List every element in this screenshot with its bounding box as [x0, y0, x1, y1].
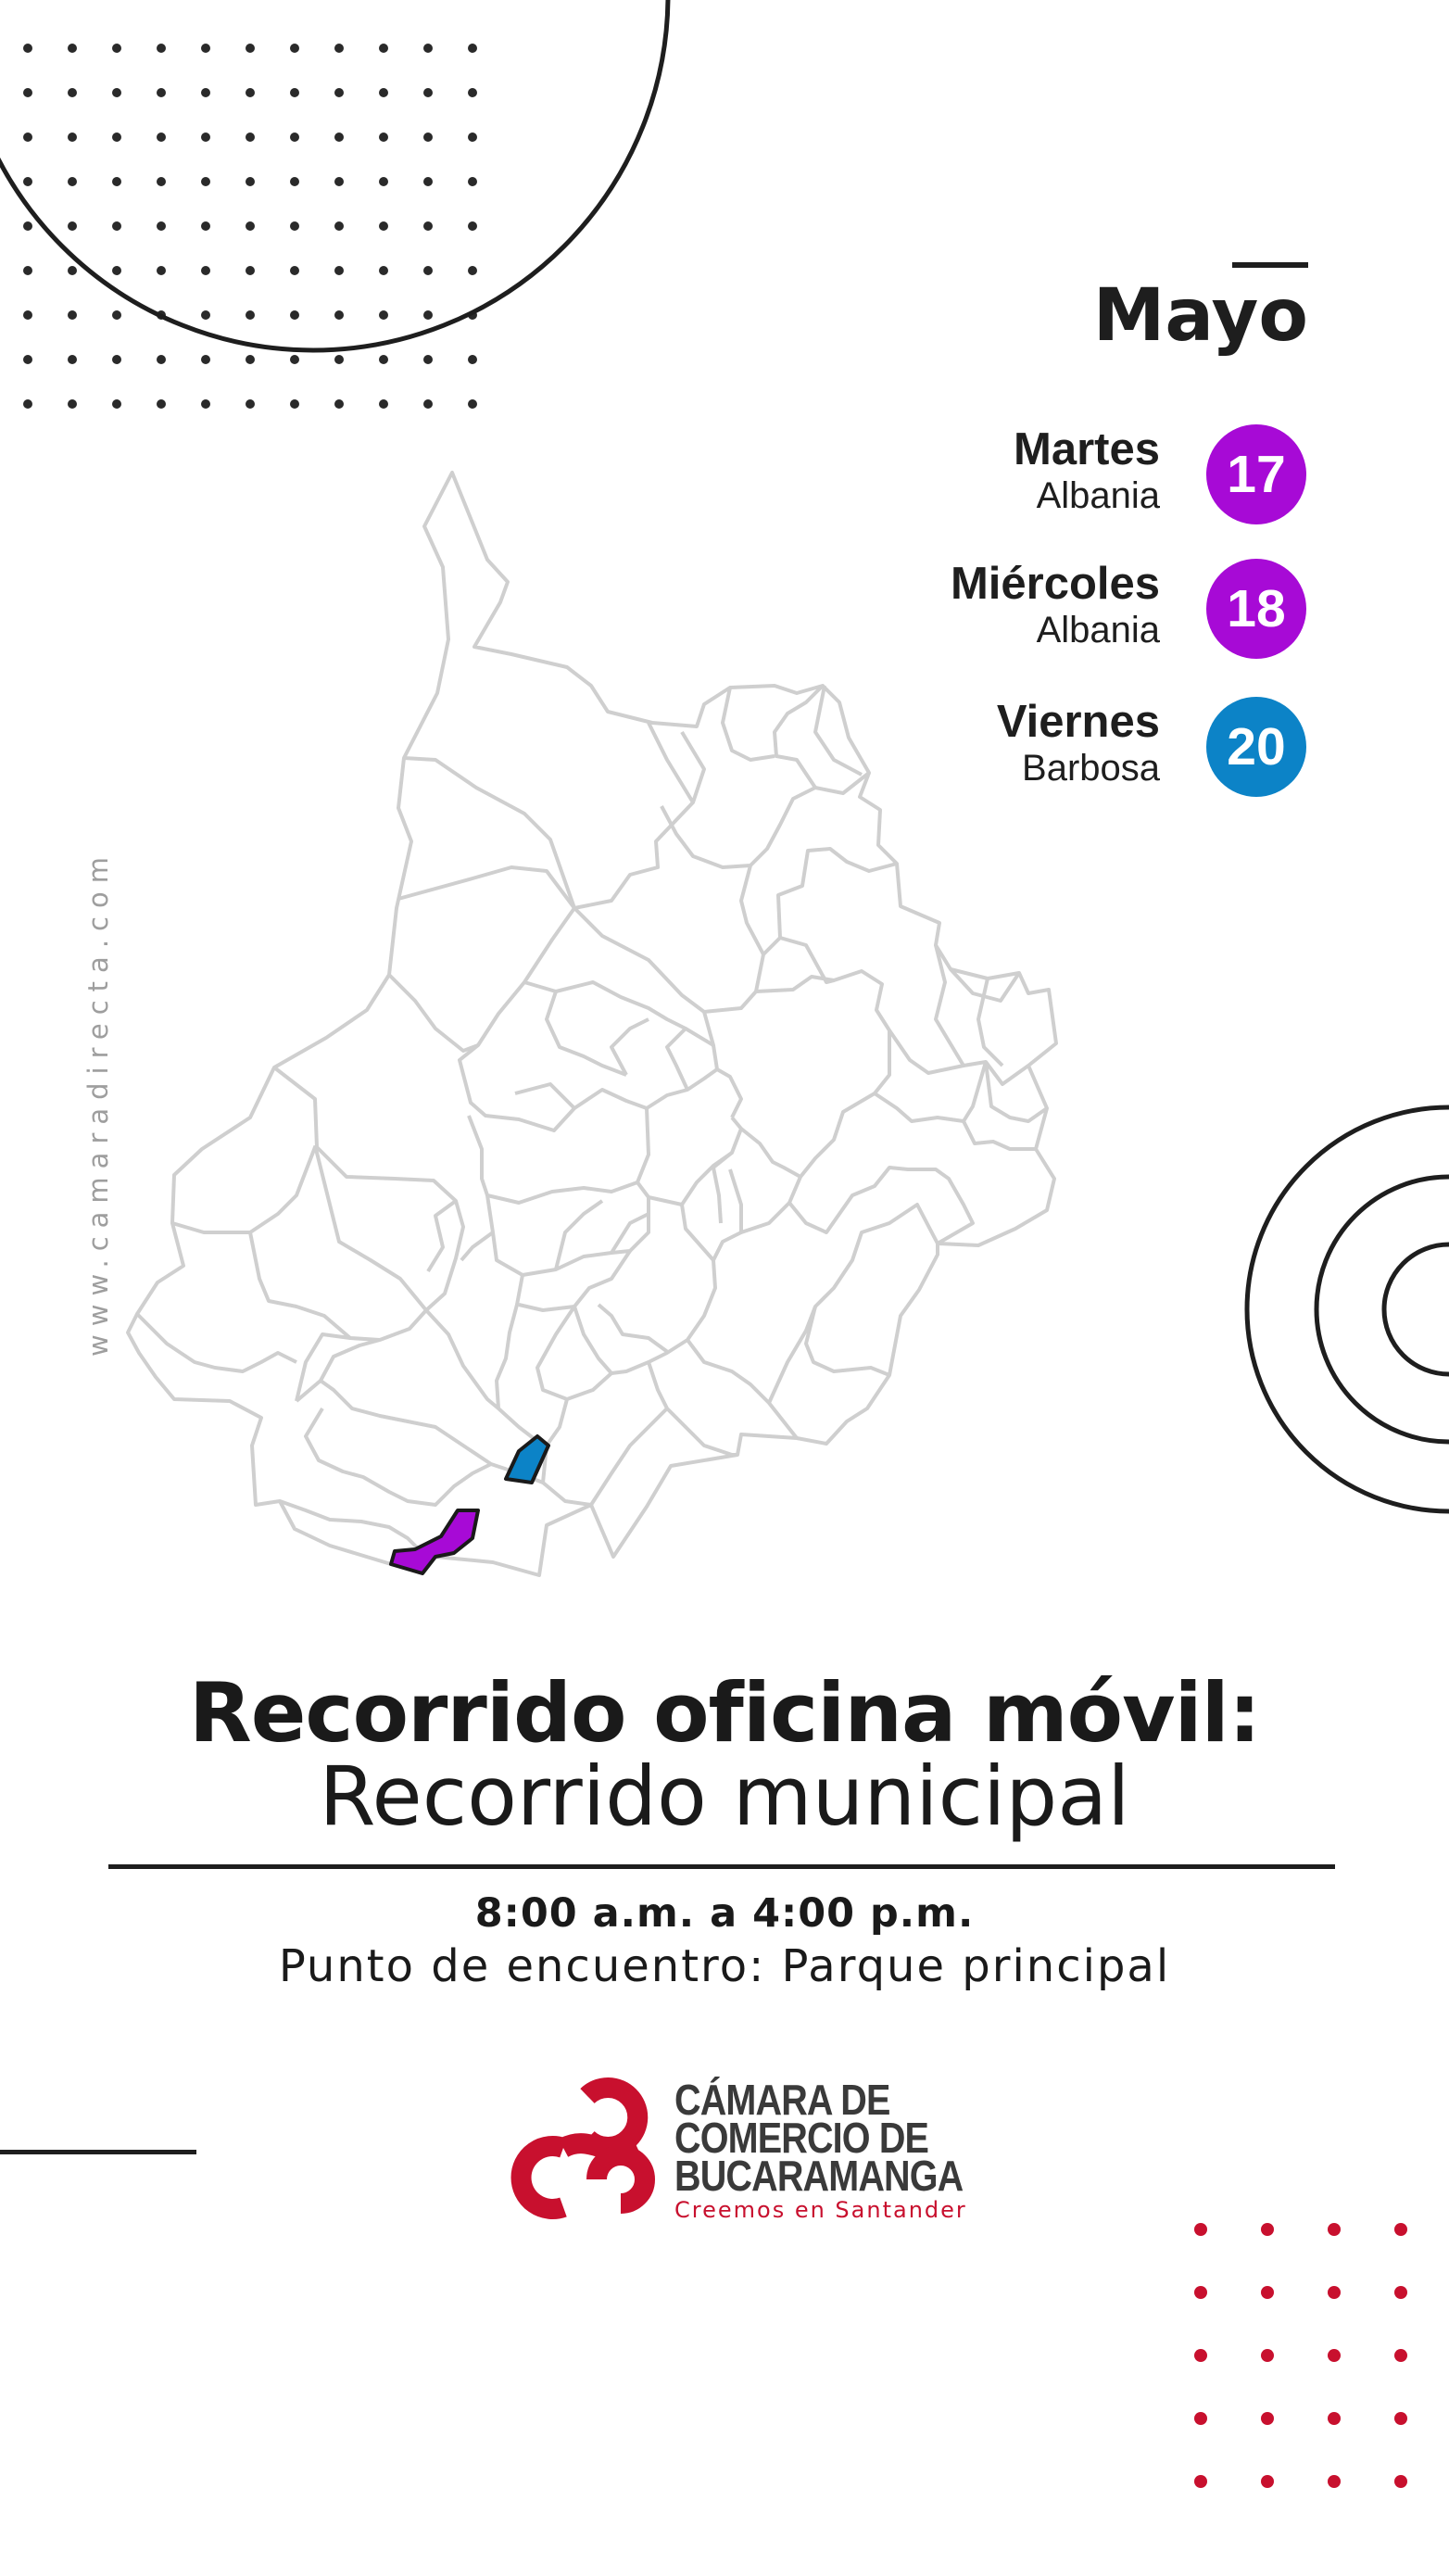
logo-line: BUCARAMANGA [674, 2152, 964, 2200]
schedule-day: Martes [1014, 424, 1160, 474]
meeting-point: Punto de encuentro: Parque principal [278, 1940, 1171, 1992]
schedule-day: Viernes [996, 697, 1160, 747]
decorative-dot [1394, 2286, 1407, 2299]
chamber-logo-text [674, 2076, 1010, 2223]
chamber-logo-icon [508, 2068, 665, 2226]
logo-line: CÁMARA DE [674, 2076, 890, 2124]
decorative-dot [1194, 2223, 1207, 2236]
date-badge: 20 [1206, 697, 1306, 797]
decorative-dot [1194, 2349, 1207, 2362]
event-subtitle: Recorrido municipal [319, 1749, 1130, 1844]
decorative-dot [1394, 2349, 1407, 2362]
decorative-dot [1194, 2286, 1207, 2299]
decorative-dot [1261, 2286, 1274, 2299]
schedule-day: Miércoles [950, 559, 1160, 609]
date-badge: 17 [1206, 424, 1306, 524]
decorative-dot [1328, 2286, 1341, 2299]
decorative-circle-bottom-right [926, 2409, 1449, 2576]
logo-line: COMERCIO DE [674, 2114, 929, 2162]
event-hours: 8:00 a.m. a 4:00 p.m. [474, 1890, 975, 1937]
title-divider [108, 1864, 1335, 1869]
logo-tagline: Creemos en Santander [674, 2197, 967, 2223]
date-badge: 18 [1206, 559, 1306, 659]
decorative-dot [1394, 2223, 1407, 2236]
month-title: Mayo [1092, 274, 1308, 358]
schedule-place: Albania [1036, 610, 1160, 650]
decorative-dot [1261, 2349, 1274, 2362]
schedule-place: Barbosa [1022, 748, 1160, 789]
decorative-dot [1328, 2349, 1341, 2362]
decorative-rule-left [0, 2150, 196, 2154]
event-title: Recorrido oficina móvil: [188, 1665, 1261, 1761]
decorative-dot [1261, 2223, 1274, 2236]
decorative-dot [1328, 2223, 1341, 2236]
map-outline [128, 473, 1056, 1575]
highlight-albania [391, 1510, 478, 1573]
schedule-place: Albania [1036, 475, 1160, 516]
